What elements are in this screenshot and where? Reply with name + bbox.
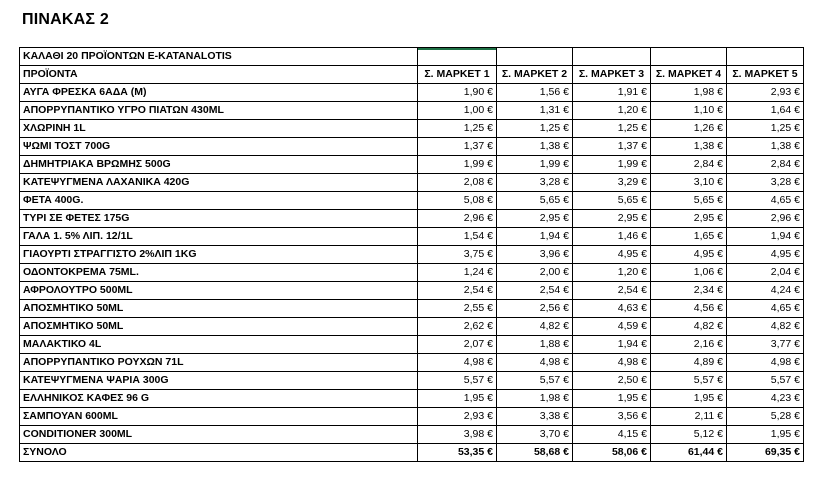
price-cell[interactable]: 4,98 € — [418, 354, 497, 372]
price-cell[interactable]: 1,38 € — [497, 138, 573, 156]
price-cell[interactable]: 2,04 € — [727, 264, 804, 282]
market-3-header[interactable]: Σ. ΜΑΡΚΕΤ 3 — [573, 66, 651, 84]
table-row — [20, 174, 804, 192]
table-row — [20, 336, 804, 354]
price-cell[interactable]: 5,65 € — [497, 192, 573, 210]
price-cell[interactable]: 4,24 € — [727, 282, 804, 300]
total-price-cell[interactable]: 69,35 € — [727, 444, 804, 462]
price-cell[interactable]: 1,90 € — [418, 84, 497, 102]
table-title-row — [20, 48, 804, 66]
market-4-header[interactable]: Σ. ΜΑΡΚΕΤ 4 — [651, 66, 727, 84]
price-cell[interactable]: 3,70 € — [497, 426, 573, 444]
price-cell[interactable]: 4,98 € — [573, 354, 651, 372]
price-cell[interactable]: 1,94 € — [573, 336, 651, 354]
price-cell[interactable]: 1,95 € — [651, 390, 727, 408]
price-cell[interactable]: 1,95 € — [573, 390, 651, 408]
price-cell[interactable]: 2,93 € — [418, 408, 497, 426]
price-cell[interactable]: 3,29 € — [573, 174, 651, 192]
price-cell[interactable]: 5,57 € — [727, 372, 804, 390]
price-cell[interactable]: 1,37 € — [418, 138, 497, 156]
product-name[interactable]: ΨΩΜΙ ΤΟΣΤ 700G — [20, 138, 418, 156]
price-cell[interactable]: 4,98 € — [727, 354, 804, 372]
price-cell[interactable]: 4,15 € — [573, 426, 651, 444]
product-name[interactable]: ΟΔΟΝΤΟΚΡΕΜΑ 75ML. — [20, 264, 418, 282]
table-row — [20, 408, 804, 426]
price-cell[interactable]: 1,65 € — [651, 228, 727, 246]
price-cell[interactable]: 1,25 € — [497, 120, 573, 138]
total-row — [20, 444, 804, 462]
price-cell[interactable]: 1,99 € — [497, 156, 573, 174]
total-price-cell[interactable]: 53,35 € — [418, 444, 497, 462]
price-cell[interactable]: 2,11 € — [651, 408, 727, 426]
price-cell[interactable]: 4,95 € — [573, 246, 651, 264]
price-cell[interactable]: 5,12 € — [651, 426, 727, 444]
product-name[interactable]: ΑΠΟΣΜΗΤΙΚΟ 50ML — [20, 300, 418, 318]
product-name[interactable]: ΑΥΓΑ ΦΡΕΣΚΑ 6ΑΔΑ (M) — [20, 84, 418, 102]
price-cell[interactable]: 1,88 € — [497, 336, 573, 354]
price-cell[interactable]: 5,08 € — [418, 192, 497, 210]
price-cell[interactable]: 1,95 € — [727, 426, 804, 444]
price-cell[interactable]: 2,54 € — [418, 282, 497, 300]
price-cell[interactable]: 5,28 € — [727, 408, 804, 426]
price-cell[interactable]: 1,54 € — [418, 228, 497, 246]
table-row — [20, 372, 804, 390]
product-name[interactable]: ΕΛΛΗΝΙΚΟΣ ΚΑΦΕΣ 96 G — [20, 390, 418, 408]
price-cell[interactable]: 1,10 € — [651, 102, 727, 120]
price-cell[interactable]: 3,56 € — [573, 408, 651, 426]
price-cell[interactable]: 5,57 € — [418, 372, 497, 390]
market-5-header[interactable]: Σ. ΜΑΡΚΕΤ 5 — [727, 66, 804, 84]
price-cell[interactable]: 2,93 € — [727, 84, 804, 102]
price-cell[interactable]: 5,65 € — [651, 192, 727, 210]
price-cell[interactable]: 2,95 € — [573, 210, 651, 228]
price-cell[interactable]: 5,57 € — [651, 372, 727, 390]
price-cell[interactable]: 3,98 € — [418, 426, 497, 444]
total-label[interactable]: ΣΥΝΟΛΟ — [20, 444, 418, 462]
price-cell[interactable]: 1,26 € — [651, 120, 727, 138]
price-cell[interactable]: 4,95 € — [651, 246, 727, 264]
table-row — [20, 426, 804, 444]
price-cell[interactable]: 1,38 € — [727, 138, 804, 156]
price-cell[interactable]: 1,98 € — [651, 84, 727, 102]
product-name[interactable]: ΚΑΤΕΨΥΓΜΕΝΑ ΛΑΧΑΝΙΚΑ 420G — [20, 174, 418, 192]
total-price-cell[interactable]: 58,06 € — [573, 444, 651, 462]
price-cell[interactable]: 3,38 € — [497, 408, 573, 426]
price-cell[interactable]: 4,56 € — [651, 300, 727, 318]
price-cell[interactable]: 3,96 € — [497, 246, 573, 264]
product-name[interactable]: ΦΕΤΑ 400G. — [20, 192, 418, 210]
table-row — [20, 246, 804, 264]
price-cell[interactable]: 2,56 € — [497, 300, 573, 318]
price-cell[interactable]: 2,62 € — [418, 318, 497, 336]
product-name[interactable]: ΤΥΡΙ ΣΕ ΦΕΤΕΣ 175G — [20, 210, 418, 228]
price-cell[interactable]: 3,77 € — [727, 336, 804, 354]
price-cell[interactable]: 1,46 € — [573, 228, 651, 246]
table-row — [20, 282, 804, 300]
price-cell[interactable]: 1,99 € — [418, 156, 497, 174]
price-cell[interactable]: 2,96 € — [418, 210, 497, 228]
total-price-cell[interactable]: 58,68 € — [497, 444, 573, 462]
price-cell[interactable]: 3,28 € — [727, 174, 804, 192]
price-cell[interactable]: 1,25 € — [418, 120, 497, 138]
price-cell[interactable]: 1,20 € — [573, 264, 651, 282]
price-cell[interactable]: 1,99 € — [573, 156, 651, 174]
table-title[interactable]: ΚΑΛΑΘΙ 20 ΠΡΟΪΟΝΤΩΝ E-KATANALOTIS — [20, 48, 418, 66]
product-name[interactable]: ΑΦΡΟΛΟΥΤΡΟ 500ML — [20, 282, 418, 300]
table-row — [20, 318, 804, 336]
price-cell[interactable]: 4,82 € — [727, 318, 804, 336]
price-cell[interactable]: 1,64 € — [727, 102, 804, 120]
product-name[interactable]: ΜΑΛΑΚΤΙΚΟ 4L — [20, 336, 418, 354]
price-cell[interactable]: 2,84 € — [651, 156, 727, 174]
price-cell[interactable]: 2,54 € — [573, 282, 651, 300]
price-cell[interactable]: 2,55 € — [418, 300, 497, 318]
price-cell[interactable]: 1,31 € — [497, 102, 573, 120]
price-cell[interactable]: 3,75 € — [418, 246, 497, 264]
table-row — [20, 264, 804, 282]
product-name[interactable]: ΓΑΛΑ 1. 5% ΛΙΠ. 12/1L — [20, 228, 418, 246]
table-row — [20, 84, 804, 102]
price-cell[interactable]: 4,95 € — [727, 246, 804, 264]
price-cell[interactable]: 2,54 € — [497, 282, 573, 300]
price-cell[interactable]: 3,10 € — [651, 174, 727, 192]
price-cell[interactable]: 1,56 € — [497, 84, 573, 102]
price-cell[interactable]: 1,94 € — [497, 228, 573, 246]
price-cell[interactable]: 2,50 € — [573, 372, 651, 390]
price-cell[interactable]: 1,20 € — [573, 102, 651, 120]
empty-cell[interactable] — [727, 48, 804, 66]
empty-cell[interactable] — [497, 48, 573, 66]
price-table — [19, 47, 804, 462]
price-cell[interactable]: 4,63 € — [573, 300, 651, 318]
price-cell[interactable]: 1,94 € — [727, 228, 804, 246]
product-name[interactable]: ΑΠΟΡΡΥΠΑΝΤΙΚΟ ΥΓΡΟ ΠΙΑΤΩΝ 430ML — [20, 102, 418, 120]
price-cell[interactable]: 1,25 € — [573, 120, 651, 138]
product-name[interactable]: ΣΑΜΠΟΥΑΝ 600ML — [20, 408, 418, 426]
product-name[interactable]: ΔΗΜΗΤΡΙΑΚΑ ΒΡΩΜΗΣ 500G — [20, 156, 418, 174]
table-row — [20, 390, 804, 408]
price-cell[interactable]: 4,82 € — [497, 318, 573, 336]
product-name[interactable]: ΚΑΤΕΨΥΓΜΕΝΑ ΨΑΡΙΑ 300G — [20, 372, 418, 390]
table-row — [20, 138, 804, 156]
product-column-header[interactable]: ΠΡΟΪΟΝΤΑ — [20, 66, 418, 84]
table-row — [20, 354, 804, 372]
price-cell[interactable]: 1,06 € — [651, 264, 727, 282]
price-cell[interactable]: 2,95 € — [497, 210, 573, 228]
price-cell[interactable]: 2,16 € — [651, 336, 727, 354]
table-row — [20, 228, 804, 246]
price-cell[interactable]: 2,00 € — [497, 264, 573, 282]
table-row — [20, 120, 804, 138]
total-price-cell[interactable]: 61,44 € — [651, 444, 727, 462]
product-name[interactable]: ΓΙΑΟΥΡΤΙ ΣΤΡΑΓΓΙΣΤΟ 2%ΛΙΠ 1KG — [20, 246, 418, 264]
price-cell[interactable]: 4,98 € — [497, 354, 573, 372]
product-name[interactable]: ΧΛΩΡΙΝΗ 1L — [20, 120, 418, 138]
table-row — [20, 210, 804, 228]
price-cell[interactable]: 1,00 € — [418, 102, 497, 120]
price-cell[interactable]: 1,24 € — [418, 264, 497, 282]
table-row — [20, 156, 804, 174]
page-heading: ΠΙΝΑΚΑΣ 2 — [22, 11, 109, 28]
table-row — [20, 192, 804, 210]
product-name[interactable]: ΑΠΟΣΜΗΤΙΚΟ 50ML — [20, 318, 418, 336]
table-row — [20, 102, 804, 120]
price-cell[interactable]: 2,96 € — [727, 210, 804, 228]
price-cell[interactable]: 4,23 € — [727, 390, 804, 408]
price-cell[interactable]: 1,38 € — [651, 138, 727, 156]
table-row — [20, 300, 804, 318]
empty-cell[interactable] — [573, 48, 651, 66]
price-cell[interactable]: 4,65 € — [727, 300, 804, 318]
selected-cell[interactable] — [418, 48, 497, 66]
price-cell[interactable]: 4,82 € — [651, 318, 727, 336]
price-cell[interactable]: 2,84 € — [727, 156, 804, 174]
market-2-header[interactable]: Σ. ΜΑΡΚΕΤ 2 — [497, 66, 573, 84]
price-cell[interactable]: 4,59 € — [573, 318, 651, 336]
price-cell[interactable]: 1,25 € — [727, 120, 804, 138]
price-cell[interactable]: 2,34 € — [651, 282, 727, 300]
empty-cell[interactable] — [651, 48, 727, 66]
price-cell[interactable]: 5,65 € — [573, 192, 651, 210]
price-cell[interactable]: 5,57 € — [497, 372, 573, 390]
price-cell[interactable]: 1,37 € — [573, 138, 651, 156]
column-header-row — [20, 66, 804, 84]
price-cell[interactable]: 3,28 € — [497, 174, 573, 192]
price-cell[interactable]: 1,98 € — [497, 390, 573, 408]
price-cell[interactable]: 2,07 € — [418, 336, 497, 354]
price-cell[interactable]: 1,95 € — [418, 390, 497, 408]
market-1-header[interactable]: Σ. ΜΑΡΚΕΤ 1 — [418, 66, 497, 84]
price-cell[interactable]: 4,65 € — [727, 192, 804, 210]
price-cell[interactable]: 2,08 € — [418, 174, 497, 192]
product-name[interactable]: ΑΠΟΡΡΥΠΑΝΤΙΚΟ ΡΟΥΧΩΝ 71L — [20, 354, 418, 372]
price-cell[interactable]: 4,89 € — [651, 354, 727, 372]
product-name[interactable]: CONDITIONER 300ML — [20, 426, 418, 444]
price-cell[interactable]: 2,95 € — [651, 210, 727, 228]
price-cell[interactable]: 1,91 € — [573, 84, 651, 102]
